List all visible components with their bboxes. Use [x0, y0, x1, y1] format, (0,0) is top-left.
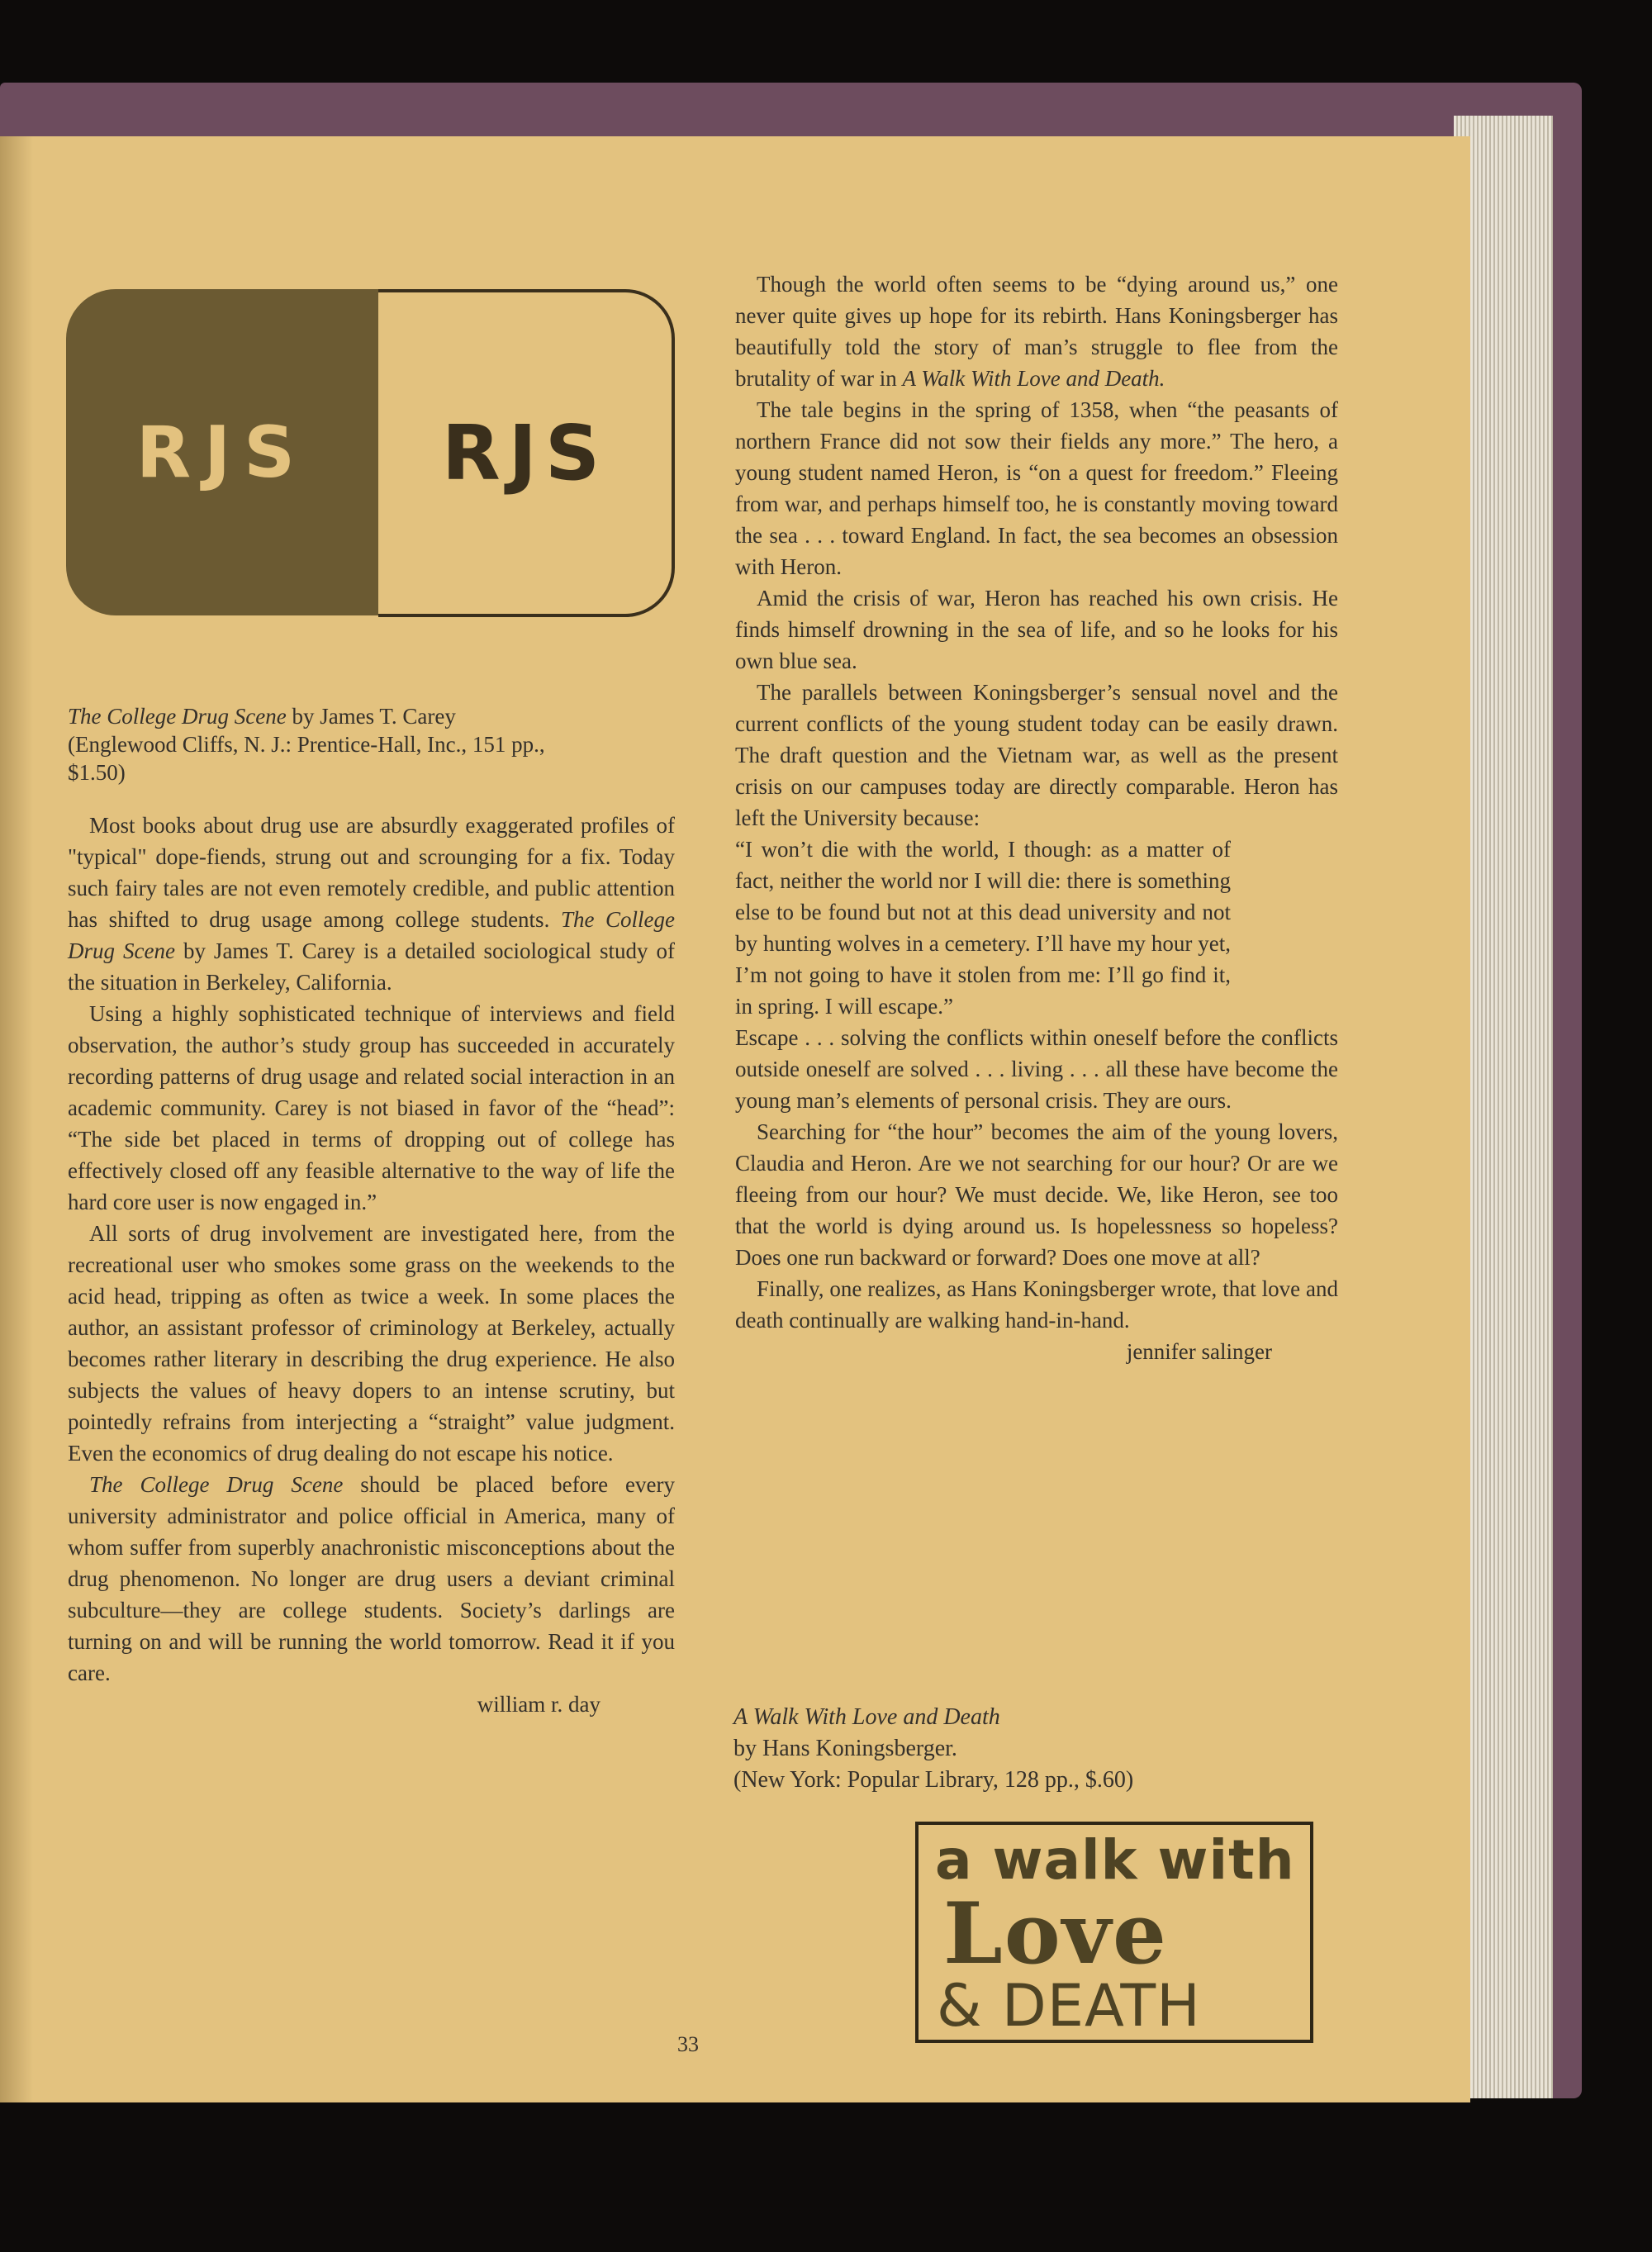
- review2-quote: “I won’t die with the world, I though: as a matter of fact, neither the world nor I will die: there is something else to be found but not at this dead university and not by hunting wolves in a cemetery. I’ll have my hour yet, I’m not going to have it stolen from me: I’ll go find it, in spring. I will escape.”: [735, 837, 1231, 1019]
- review2-bibliography: [733, 1702, 1312, 1796]
- review2-paragraph-1: [735, 268, 1338, 394]
- review1-paragraph-2: Using a highly sophisticated technique of interviews and field observation, the author’s study group has succeeded in accurately recording patterns of drug usage and related social interaction in an academic community. Carey is not biased in favor of the “head”: “The side bet placed in terms of dropping out of college has effectively closed off any feasible alternative to the way of life the hard core user is now engaged in.”: [68, 1001, 675, 1214]
- rjs-logo-right-text: RJS: [441, 409, 609, 497]
- review1-p4-text: should be placed before every university administrator and police official in America, many of whom suffer from superbly anachronistic misconceptions about the drug phenomenon. No longer are drug users a deviant criminal subculture—they are college students. Society’s darlings are turning on and will be running the world tomorrow. Read it if you care.: [68, 1472, 675, 1685]
- bib2-publisher: (New York: Popular Library, 128 pp., $.60): [733, 1767, 1134, 1793]
- review-walk-with-love: [735, 268, 1338, 1367]
- review2-paragraph-3: Amid the crisis of war, Heron has reached his own crisis. He finds himself drowning in the sea of life, and so he looks for his own blue sea.: [735, 586, 1338, 673]
- review1-signature: william r. day: [477, 1692, 601, 1717]
- review1-citation: [68, 702, 675, 786]
- bib2-title: A Walk With Love and Death: [733, 1704, 1000, 1730]
- walk-with-love-logo: [915, 1822, 1313, 2043]
- walk-logo-line1: a walk with: [935, 1828, 1295, 1892]
- review1-p1-title: The College Drug Scene: [68, 907, 676, 963]
- rjs-logo-dark-half: [66, 289, 378, 615]
- rjs-logo-left-text: RJS: [135, 411, 309, 494]
- review1-paragraph-4: [68, 1469, 675, 1689]
- review1-paragraph-1: [68, 810, 675, 998]
- review2-paragraph-2: The tale begins in the spring of 1358, when “the peasants of northern France did not sow their fields any more.” The hero, a young student named Heron, is “on a quest for freedom.” Fleeing from war, and perhaps himself too, he is constantly moving toward the sea . . . toward England. In fact, the sea becomes an obsession with Heron.: [735, 397, 1338, 579]
- review2-paragraph-6: Searching for “the hour” becomes the aim of the young lovers, Claudia and Heron. Are we not searching for our hour? Or are we fleeing from our hour? We must decide. We, like Heron, see too that the world is dying around us. Is hopelessness so hopeless? Does one run backward or forward? Does one move at all?: [735, 1119, 1338, 1270]
- review-drug-scene: [68, 702, 675, 1720]
- bib2-author: by Hans Koningsberger.: [733, 1736, 957, 1761]
- review2-paragraph-4: The parallels between Koningsberger’s sensual novel and the current conflicts of the young student today can be easily drawn. The draft question and the Vietnam war, as well as the present crisis on our campuses today are directly comparable. Heron has left the University because:: [735, 680, 1338, 830]
- rjs-logo: [66, 289, 677, 615]
- review1-p4-title: The College Drug Scene: [89, 1472, 344, 1497]
- review1-paragraph-3: All sorts of drug involvement are investigated here, from the recreational user who smokes some grass on the weekends to the acid head, tripping as often as twice a week. In some places the author, an assistant professor of criminology at Berkeley, actually becomes rather literary in describing the drug experience. He also subjects the values of heavy dopers to an intense scrutiny, but pointedly refrains from interjecting a “straight” value judgment. Even the economics of drug dealing do not escape his notice.: [68, 1221, 675, 1466]
- rjs-logo-light-half: [378, 289, 675, 617]
- review1-citation-rest: by James T. Carey (Englewood Cliffs, N. J.: Prentice-Hall, Inc., 151 pp., $1.50): [68, 704, 545, 785]
- page-number: 33: [677, 2032, 699, 2056]
- review1-citation-title: The College Drug Scene: [68, 704, 287, 729]
- review2-p1-title: A Walk With Love and Death.: [902, 366, 1165, 391]
- page-gutter: [0, 136, 33, 2102]
- review2-p1-head: Though the world often seems to be “dying around us,” one never quite gives up hope for its rebirth. Hans Koningsberger has beautifully told the story of man’s struggle to flee from the brutality of war in: [735, 272, 1338, 391]
- review1-p1-text: Most books about drug use are absurdly exaggerated profiles of "typical" dope-fiends, strung out and scrounging for a fix. Today such fairy tales are not even remotely credible, and public attention has shifted to drug usage among college students.: [68, 813, 675, 932]
- review1-p1-tail: by James T. Carey is a detailed sociological study of the situation in Berkeley, California.: [68, 938, 675, 995]
- walk-logo-line3: & DEATH: [937, 1972, 1201, 2040]
- review2-paragraph-7: Finally, one realizes, as Hans Koningsberger wrote, that love and death continually are walking hand-in-hand.: [735, 1276, 1338, 1333]
- review2-signature: jennifer salinger: [1126, 1339, 1272, 1364]
- walk-logo-line2: Love: [943, 1884, 1168, 1984]
- review2-paragraph-5: Escape . . . solving the conflicts within oneself before the conflicts outside oneself are solved . . . living . . . all these have become the young man’s elements of personal crisis. They are ours.: [735, 1025, 1338, 1113]
